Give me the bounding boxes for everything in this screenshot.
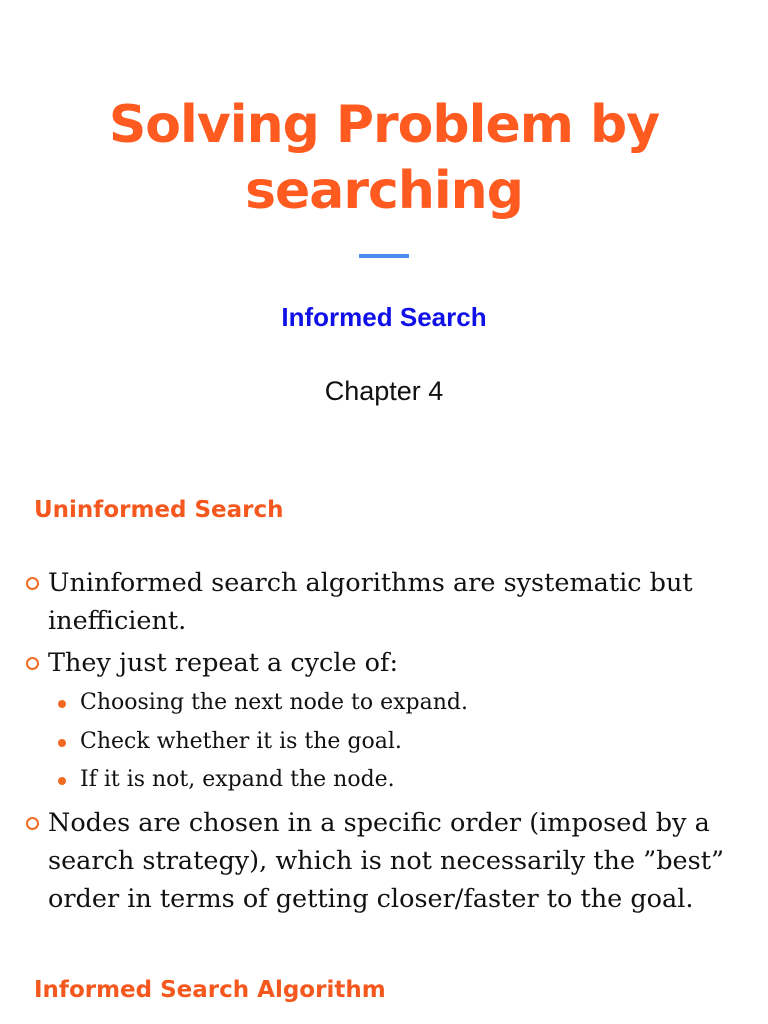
slide-title-line-1: Solving Problem by (108, 95, 660, 155)
sub-bullet-text: Choosing the next node to expand. (80, 690, 468, 715)
bullet-text: They just repeat a cycle of: (48, 648, 399, 678)
list-item (48, 723, 744, 762)
sub-bullet-list (48, 684, 744, 800)
slide-title (0, 92, 768, 224)
bullet-list (24, 564, 744, 922)
dot-bullet-icon (58, 700, 66, 708)
list-item (48, 684, 744, 723)
list-item (24, 804, 744, 918)
list-item (48, 761, 744, 800)
bullet-text: Uninformed search algorithms are systematic but inefficient. (48, 568, 693, 636)
ring-bullet-icon (26, 577, 39, 590)
dot-bullet-icon (58, 739, 66, 747)
section-heading-informed: Informed Search Algorithm (34, 977, 386, 1003)
list-item (24, 564, 744, 640)
ring-bullet-icon (26, 817, 39, 830)
list-item (24, 644, 744, 800)
sub-bullet-text: Check whether it is the goal. (80, 728, 402, 754)
section-heading-uninformed: Uninformed Search (34, 497, 284, 523)
title-divider (359, 254, 409, 258)
ring-bullet-icon (26, 657, 39, 670)
slide-title-line-2: searching (245, 161, 523, 221)
dot-bullet-icon (58, 777, 66, 785)
sub-bullet-text: If it is not, expand the node. (80, 767, 395, 792)
bullet-text: Nodes are chosen in a specific order (imposed by a search strategy), which is not necessarily the ”best” order in terms of getting closer/faster to the goal. (48, 807, 724, 914)
slide-subtitle: Informed Search (281, 302, 487, 332)
chapter-label: Chapter 4 (324, 376, 444, 406)
